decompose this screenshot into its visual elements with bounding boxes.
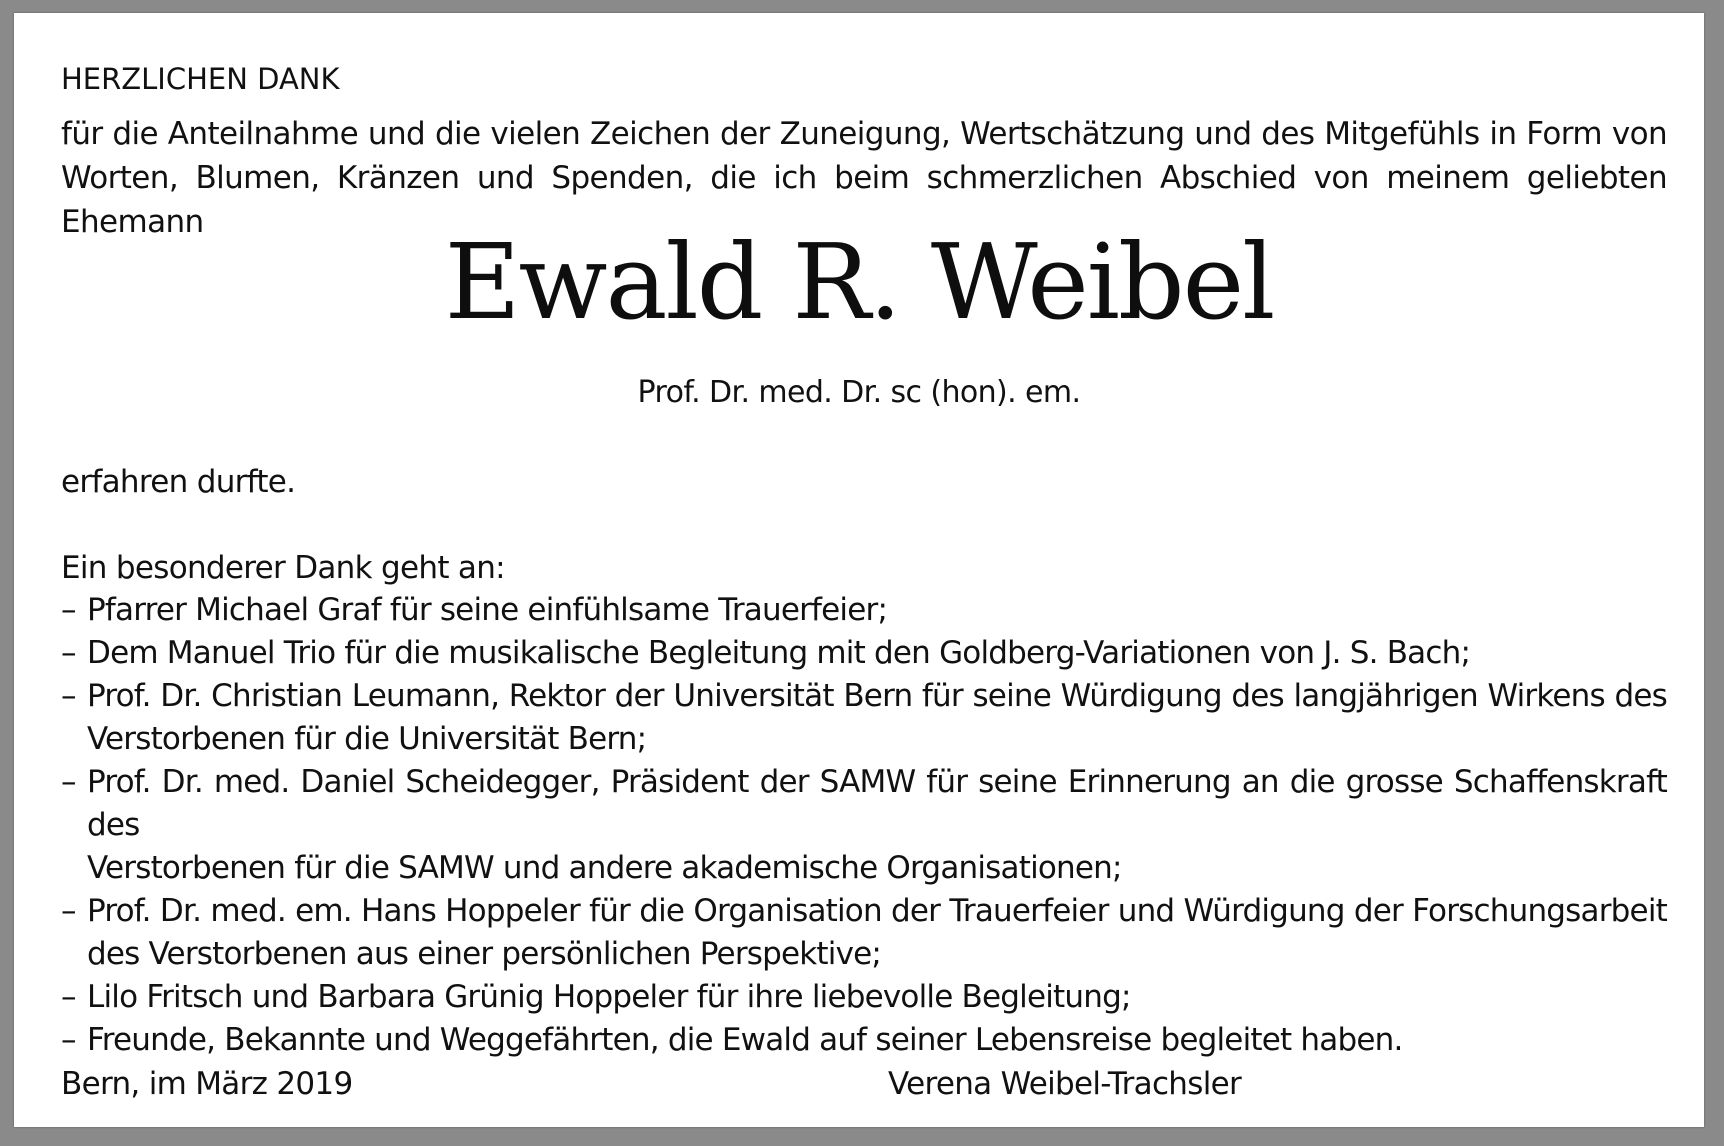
thanks-item-line: – Prof. Dr. Christian Leumann, Rektor der Universität Bern für seine Würdigung des langjährigen Wirkens des bbox=[87, 678, 1667, 714]
thanks-item-line: – Freunde, Bekannte und Weggefährten, die Ewald auf seiner Lebensreise begleitet haben. bbox=[87, 1022, 1403, 1058]
thanks-item-line: – Prof. Dr. med. Daniel Scheidegger, Präsident der SAMW für seine Erinnerung an die grosse Schaffenskraft des bbox=[87, 764, 1667, 843]
deceased-title: Prof. Dr. med. Dr. sc (hon). em. bbox=[637, 375, 1081, 410]
thanks-item-line: Verstorbenen für die Universität Bern; bbox=[87, 721, 647, 757]
thanks-item-line: – Lilo Fritsch und Barbara Grünig Hoppeler für ihre liebevolle Begleitung; bbox=[87, 979, 1131, 1015]
thanks-item bbox=[61, 890, 1667, 976]
thanks-list bbox=[61, 589, 1667, 1062]
thanks-item bbox=[61, 976, 1667, 1019]
intro-line: Worten, Blumen, Kränzen und Spenden, die ich beim schmerzlichen Abschied von meinem geliebten Ehemann bbox=[61, 160, 1667, 240]
thanks-item bbox=[61, 675, 1667, 761]
thanks-item-line: – Pfarrer Michael Graf für seine einfühlsame Trauerfeier; bbox=[87, 592, 888, 628]
thanks-item-line: – Dem Manuel Trio für die musikalische Begleitung mit den Goldberg-Variationen von J. S. Bach; bbox=[87, 635, 1471, 671]
thanks-item bbox=[61, 1019, 1667, 1062]
signature: Verena Weibel-Trachsler bbox=[888, 1066, 1242, 1102]
obituary-notice bbox=[14, 13, 1704, 1127]
thanks-item bbox=[61, 589, 1667, 632]
intro-continuation: erfahren durfte. bbox=[61, 464, 296, 500]
thanks-item bbox=[61, 761, 1667, 890]
thanks-item-line: Verstorbenen für die SAMW und andere akademische Organisationen; bbox=[87, 850, 1122, 886]
deceased-name: Ewald R. Weibel bbox=[444, 221, 1274, 343]
intro-line: für die Anteilnahme und die vielen Zeichen der Zuneigung, Wertschätzung und des Mitgefühls in Form von bbox=[61, 116, 1667, 152]
thanks-lead: Ein besonderer Dank geht an: bbox=[61, 550, 505, 586]
place-date: Bern, im März 2019 bbox=[61, 1066, 353, 1102]
thanks-item-line: – Prof. Dr. med. em. Hans Hoppeler für die Organisation der Trauerfeier und Würdigung der Forschungsarbeit bbox=[87, 893, 1667, 929]
notice-heading: HERZLICHEN DANK bbox=[61, 62, 340, 96]
thanks-item bbox=[61, 632, 1667, 675]
thanks-item-line: des Verstorbenen aus einer persönlichen Perspektive; bbox=[87, 936, 882, 972]
